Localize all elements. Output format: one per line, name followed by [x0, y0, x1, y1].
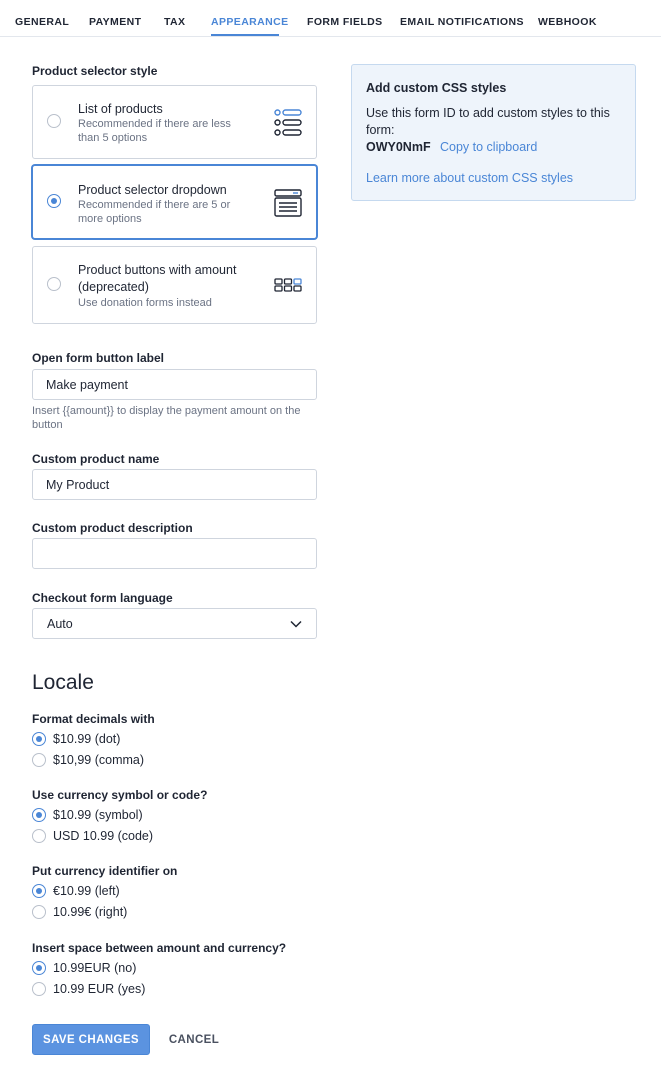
- option-description: Recommended if there are 5 or more options: [78, 199, 231, 225]
- custom-css-panel: [351, 64, 636, 201]
- option-label: USD 10.99 (code): [53, 829, 154, 843]
- cancel-button[interactable]: CANCEL: [160, 1024, 228, 1055]
- product-style-radio-dropdown[interactable]: [47, 194, 61, 208]
- radio-button[interactable]: [32, 829, 46, 843]
- option-label: 10.99€ (right): [53, 905, 128, 919]
- option-label: $10.99 (dot): [53, 732, 121, 746]
- product-style-radio-list[interactable]: [47, 114, 61, 128]
- active-tab-indicator: [211, 34, 279, 36]
- tab-tax[interactable]: TAX: [164, 16, 186, 28]
- tab-general[interactable]: GENERAL: [15, 16, 70, 28]
- open-form-button-input[interactable]: [32, 369, 317, 400]
- checkout-language-select[interactable]: [32, 608, 317, 639]
- grid-buttons-icon: [274, 278, 302, 292]
- option-title: Product buttons with amount (deprecated): [78, 263, 237, 294]
- radio-button[interactable]: [32, 884, 46, 898]
- tab-form-fields[interactable]: FORM FIELDS: [307, 16, 383, 28]
- copy-to-clipboard-link[interactable]: Copy to clipboard: [440, 140, 538, 154]
- learn-more-css-link[interactable]: Learn more about custom CSS styles: [366, 171, 574, 185]
- product-style-radio-buttons[interactable]: [47, 277, 61, 291]
- open-form-button-label: Open form button label: [32, 351, 164, 365]
- checkout-language-value: Auto: [47, 617, 73, 631]
- tab-webhook[interactable]: WEBHOOK: [538, 16, 597, 28]
- radio-button[interactable]: [32, 753, 46, 767]
- custom-css-text: Use this form ID to add custom styles to this form:: [366, 106, 610, 137]
- custom-product-description-input[interactable]: [32, 538, 317, 569]
- save-changes-button[interactable]: SAVE CHANGES: [32, 1024, 150, 1055]
- radio-button[interactable]: [32, 905, 46, 919]
- option-description: Use donation forms instead: [78, 297, 212, 309]
- option-title: Product selector dropdown: [78, 183, 227, 197]
- option-label: 10.99EUR (no): [53, 961, 137, 975]
- dropdown-icon: [274, 189, 302, 217]
- decimals-label: Format decimals with: [32, 712, 155, 726]
- radio-button[interactable]: [32, 982, 46, 996]
- form-id: OWY0NmF: [366, 140, 431, 154]
- radio-button[interactable]: [32, 732, 46, 746]
- product-style-option-dropdown[interactable]: [32, 165, 317, 239]
- tab-bar: [0, 0, 661, 37]
- custom-product-description-label: Custom product description: [32, 521, 193, 535]
- radio-button[interactable]: [32, 961, 46, 975]
- tab-appearance[interactable]: APPEARANCE: [211, 16, 289, 28]
- product-style-option-list[interactable]: [32, 85, 317, 159]
- option-label: $10,99 (comma): [53, 753, 145, 767]
- option-label: $10.99 (symbol): [53, 808, 143, 822]
- option-label: €10.99 (left): [53, 884, 120, 898]
- open-form-button-help: Insert {{amount}} to display the payment amount on the button: [32, 405, 301, 431]
- checkout-language-label: Checkout form language: [32, 591, 173, 605]
- locale-heading: Locale: [32, 671, 94, 694]
- custom-css-title: Add custom CSS styles: [366, 81, 507, 95]
- option-title: List of products: [78, 102, 163, 116]
- tab-payment[interactable]: PAYMENT: [89, 16, 142, 28]
- currency-space-label: Insert space between amount and currency?: [32, 941, 287, 955]
- product-style-option-buttons[interactable]: [32, 246, 317, 324]
- custom-product-name-label: Custom product name: [32, 452, 160, 466]
- currency-position-label: Put currency identifier on: [32, 864, 178, 878]
- option-description: Recommended if there are less than 5 options: [78, 118, 231, 144]
- product-selector-label: Product selector style: [32, 64, 158, 78]
- list-icon: [274, 109, 302, 137]
- radio-button[interactable]: [32, 808, 46, 822]
- option-label: 10.99 EUR (yes): [53, 982, 146, 996]
- currency-symbol-label: Use currency symbol or code?: [32, 788, 208, 802]
- tab-email-notifications[interactable]: EMAIL NOTIFICATIONS: [400, 16, 524, 28]
- custom-product-name-input[interactable]: [32, 469, 317, 500]
- chevron-down-icon: [289, 617, 303, 631]
